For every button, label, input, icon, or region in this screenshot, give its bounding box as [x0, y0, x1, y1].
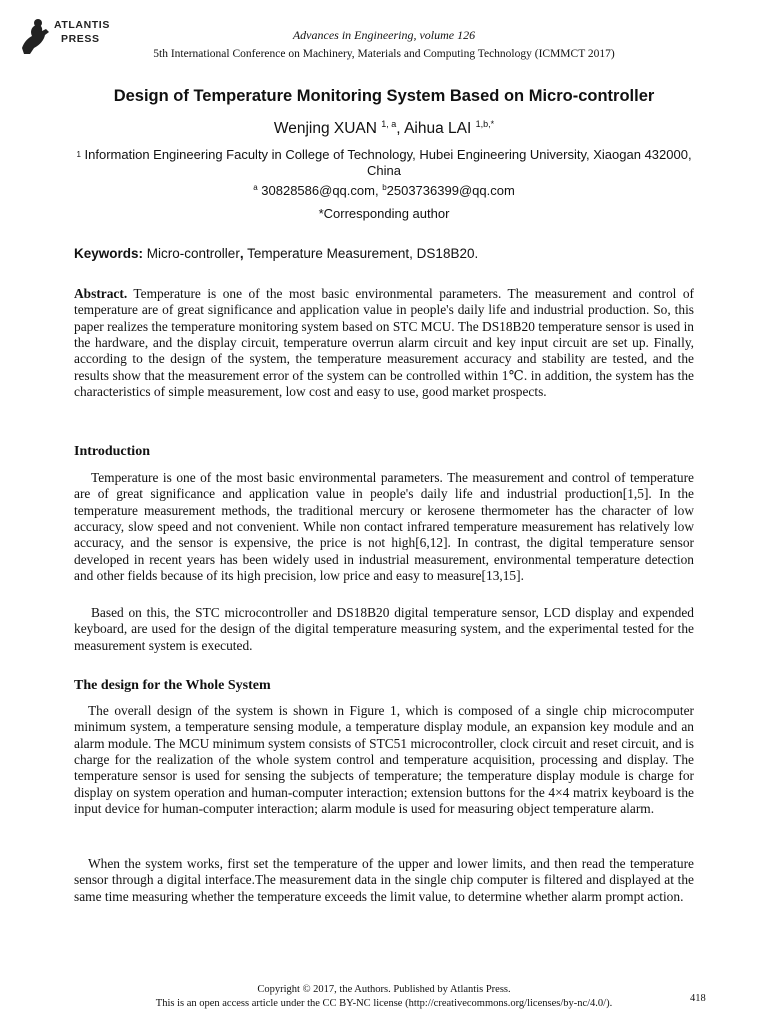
- corresponding-author-note: *Corresponding author: [318, 206, 450, 221]
- journal-name: Advances in Engineering, volume 126: [292, 28, 476, 42]
- email-b-marker: b: [382, 183, 387, 192]
- abstract-label: Abstract.: [74, 286, 128, 301]
- introduction-paragraph-1: Temperature is one of the most basic environmental parameters. The measurement and control of temperature are of great significance and application value in people's daily life and industrial production[1,5]. In the temperature measurement methods, the traditional mercury or kerosene thermometer has the character of low accuracy, slow speed and not convenient. While non contact infrared temperature measurement has relatively low accuracy, and the sensor is expensive, the price is not high[6,12]. In contrast, the digital temperature sensor developed in recent years has been widely used in industrial measurement, environmental temperature detection and other fields because of its high precision, low price and easy to measure[13,15].: [74, 470, 694, 584]
- author-2-affil: 1,b,*: [475, 119, 495, 129]
- abstract: [74, 286, 694, 400]
- keyword-comma: ,: [239, 246, 244, 261]
- author-line: [0, 120, 768, 138]
- email-a-marker: a: [253, 183, 258, 192]
- author-2: Aihua LAI: [404, 120, 472, 137]
- copyright-footer: [0, 983, 768, 1011]
- affiliation: [74, 147, 694, 179]
- design-paragraph-1: The overall design of the system is shown in Figure 1, which is composed of a single chip microcomputer minimum system, a temperature sensing module, a temperature display module, an expansion key module and an alarm module. The MCU minimum system consists of STC51 microcontroller, clock circuit and reset circuit, and is charge for the realization of the whole system control and temperature acquisition, processing and display. The temperature sensor is used for sensing the subjects of temperature; the temperature display module is charge for display on system operation and human-computer interaction; extension buttons for the 4×4 matrix keyboard is the input device for human-computer interaction; alarm module is used for measuring object temperature alarm.: [74, 703, 694, 817]
- author-separator: ,: [396, 120, 405, 137]
- section-heading-introduction: Introduction: [74, 444, 150, 459]
- keyword-1: Micro-controller: [146, 246, 240, 261]
- affiliation-text: Information Engineering Faculty in College of Technology, Hubei Engineering University, Xiaogan 432000, China: [84, 147, 692, 178]
- logo-sub: PRESS: [61, 33, 100, 45]
- paper-title: Design of Temperature Monitoring System Based on Micro-controller: [113, 87, 655, 105]
- email-b: 2503736399@qq.com: [386, 183, 515, 198]
- author-1: Wenjing XUAN: [273, 120, 377, 137]
- copyright-line: Copyright © 2017, the Authors. Published by Atlantis Press.: [257, 984, 511, 995]
- introduction-paragraph-2: Based on this, the STC microcontroller and DS18B20 digital temperature sensor, LCD display and expended keyboard, are used for the design of the digital temperature measuring system, and the experimental tested for the measurement system is executed.: [74, 605, 694, 653]
- email-a: 30828586@qq.com,: [261, 183, 379, 198]
- page-number: 418: [690, 993, 706, 1004]
- logo-name: ATLANTIS: [54, 19, 110, 31]
- author-1-affil: 1, a: [381, 119, 397, 129]
- author-emails: [0, 183, 768, 198]
- keyword-rest: Temperature Measurement, DS18B20.: [247, 246, 479, 261]
- conference-name: 5th International Conference on Machinery, Materials and Computing Technology (ICMMCT 2017): [153, 48, 615, 60]
- affiliation-marker: 1: [76, 150, 81, 159]
- keywords: [74, 246, 694, 261]
- abstract-text: Temperature is one of the most basic environmental parameters. The measurement and control of temperature are of great significance and application value in people's daily life and industrial production. So, this paper realizes the temperature monitoring system based on STC MCU. The DS18B20 temperature sensor is used in the hardware, and the display circuit, temperature overrun alarm circuit and key input circuit are set up. Finally, according to the design of the system, the temperature measurement accuracy and stability are tested, and the results show that the measurement error of the system can be controlled within 1℃. in addition, the system has the characteristics of simple measurement, low cost and easy to use, good market prospects.: [74, 286, 694, 400]
- keywords-label: Keywords:: [74, 246, 144, 261]
- license-line: This is an open access article under the CC BY-NC license (http://creativecommons.org/licenses/by-nc/4.0/).: [155, 998, 613, 1009]
- section-heading-design: The design for the Whole System: [74, 678, 271, 693]
- design-paragraph-2: When the system works, first set the temperature of the upper and lower limits, and then read the temperature sensor through a digital interface.The measurement data in the single chip computer is filtered and displayed at the same time measuring whether the temperature exceeds the limit value, to determine whether alarm prompt action.: [74, 856, 694, 904]
